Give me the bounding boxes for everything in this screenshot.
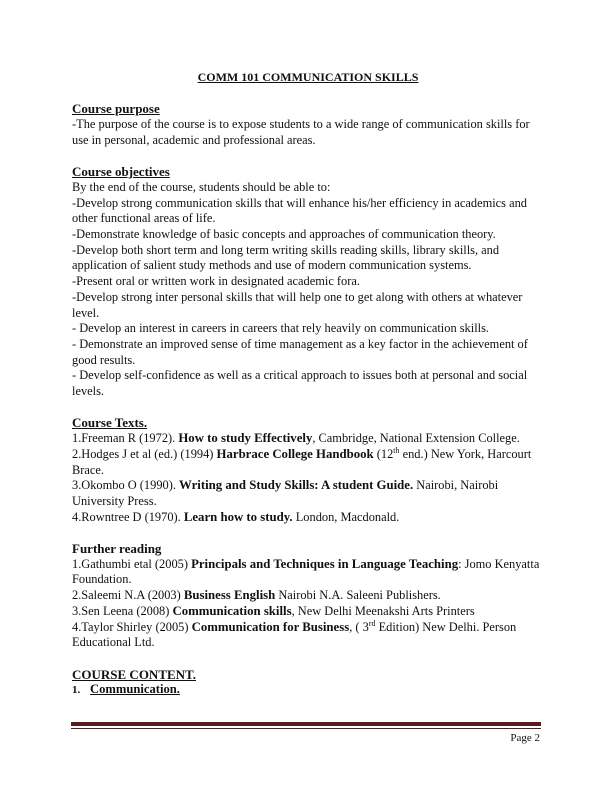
objective-item: -Develop both short term and long term writing skills reading skills, library skills, and application of salient study methods and use of modern communication systems. xyxy=(72,242,500,273)
ref-title: How to study Effectively xyxy=(178,431,313,446)
paragraph: By the end of the course, students should be able to: xyxy=(72,179,331,194)
ref-edition: (12 xyxy=(373,446,394,461)
reference-item xyxy=(72,478,544,509)
ref-title: Principals and Techniques in Language Teaching xyxy=(191,556,459,571)
ref-publisher: , New Delhi Meenakshi Arts Printers xyxy=(291,603,475,618)
ref-edition-sup: th xyxy=(393,445,400,455)
footer-rule-thick xyxy=(71,722,541,726)
further-reading-section xyxy=(72,541,544,651)
ref-author: 1.Freeman R (1972). xyxy=(72,431,179,446)
ref-publisher: , Cambridge, National Extension College. xyxy=(312,431,520,446)
ref-author: 4.Rowntree D (1970). xyxy=(72,509,184,524)
ref-publisher: end.) New York, Harcourt Brace. xyxy=(72,446,532,477)
ref-publisher: : Jomo Kenyatta Foundation. xyxy=(72,556,540,587)
section-heading: Course objectives xyxy=(72,164,170,180)
section-heading: Course Texts. xyxy=(72,415,148,431)
course-objectives-section xyxy=(72,164,544,400)
item-label: Communication. xyxy=(90,682,180,697)
section-heading: Further reading xyxy=(72,541,162,557)
document-page xyxy=(72,70,544,699)
item-number: 1. xyxy=(72,684,81,697)
ref-publisher: Edition) New Delhi. Person Educational Ltd. xyxy=(72,619,517,650)
ref-author: 2.Hodges J et al (ed.) (1994) xyxy=(72,446,217,461)
course-purpose-section xyxy=(72,101,544,148)
paragraph: -The purpose of the course is to expose students to a wide range of communication skills for use in personal, academic and professional areas. xyxy=(72,117,530,147)
ref-title: Learn how to study. xyxy=(183,509,293,524)
ref-title: Writing and Study Skills: A student Guide. xyxy=(179,478,414,493)
ref-author: 4.Taylor Shirley (2005) xyxy=(72,619,192,634)
ref-title: Business English xyxy=(183,588,276,603)
objective-item: -Develop strong inter personal skills that will help one to get along with others at whatever level. xyxy=(72,289,523,320)
content-item xyxy=(72,682,544,699)
ref-publisher: London, Macdonald. xyxy=(292,509,400,524)
footer-rule-thin xyxy=(71,728,541,729)
ref-publisher: Nairobi, Nairobi University Press. xyxy=(72,478,499,508)
objective-item: -Demonstrate knowledge of basic concepts and approaches of communication theory. xyxy=(72,227,496,241)
objective-item: - Demonstrate an improved sense of time management as a key factor in the achievement of good results. xyxy=(72,336,528,367)
objective-item: -Develop strong communication skills that will enhance his/her efficiency in academics and other functional areas of life. xyxy=(72,195,527,226)
ref-author: 2.Saleemi N.A (2003) xyxy=(72,588,184,603)
objective-item: - Develop self-confidence as well as a critical approach to issues both at personal and social levels. xyxy=(72,368,528,399)
section-heading: COURSE CONTENT. xyxy=(72,666,197,682)
reference-item xyxy=(72,557,544,588)
ref-edition: , ( 3 xyxy=(349,619,369,634)
reference-item xyxy=(72,620,544,651)
reference-item xyxy=(72,510,544,526)
reference-item xyxy=(72,588,544,604)
ref-edition-sup: rd xyxy=(368,618,376,628)
ref-author: 1.Gathumbi etal (2005) xyxy=(72,556,192,571)
objective-item: -Present oral or written work in designated academic fora. xyxy=(72,274,360,289)
course-texts-section xyxy=(72,415,544,525)
ref-title: Harbrace College Handbook xyxy=(216,446,374,461)
ref-title: Communication for Business xyxy=(191,619,350,634)
ref-author: 3.Okombo O (1990). xyxy=(72,478,180,493)
reference-item xyxy=(72,447,544,478)
document-title: COMM 101 COMMUNICATION SKILLS xyxy=(197,70,419,84)
page-number: Page 2 xyxy=(510,732,540,744)
reference-item xyxy=(72,604,544,620)
reference-item xyxy=(72,431,544,447)
content-list xyxy=(72,682,544,699)
ref-publisher: Nairobi N.A. Saleeni Publishers. xyxy=(275,588,441,603)
ref-author: 3.Sen Leena (2008) xyxy=(72,603,173,618)
ref-title: Communication skills xyxy=(172,603,292,618)
objective-item: - Develop an interest in careers in careers that rely heavily on communication skills. xyxy=(72,321,490,336)
section-heading: Course purpose xyxy=(72,101,160,117)
course-content-section xyxy=(72,667,544,699)
